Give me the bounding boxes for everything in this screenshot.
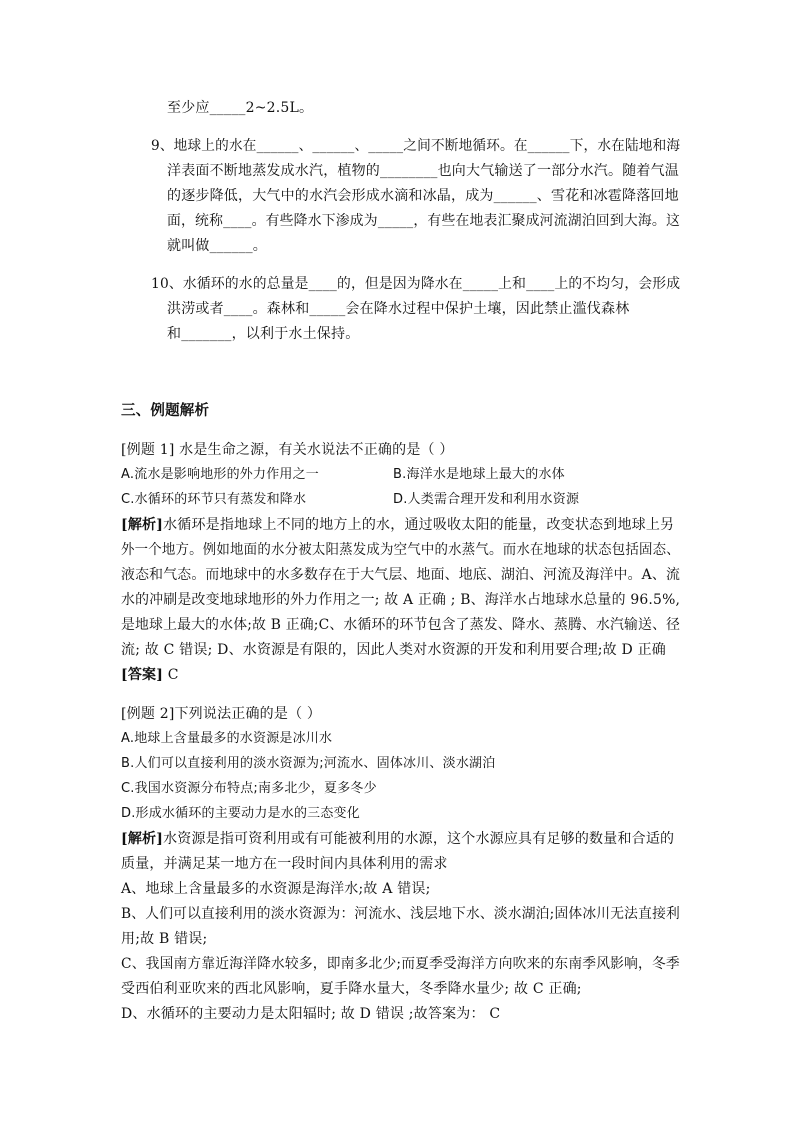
example-1-analysis-line-5: 是地球上最大的水体;故 B 正确;C、水循环的环节包含了蒸发、降水、蒸腾、水汽输送、径: [121, 617, 681, 633]
example-2-analysis-text-1: 水资源是指可资利用或有可能被利用的水源，这个水源应具有足够的数量和合适的: [163, 831, 675, 847]
example-2-analysis-line-8: D、水循环的主要动力是太阳辐时; 故 D 错误 ;故答案为： C: [121, 1006, 501, 1022]
example-1-analysis-line-2: 外一个地方。例如地面的水分被太阳蒸发成为空气中的水蒸气。而水在地球的状态包括固态、: [121, 542, 680, 558]
q9-line-2: 洋表面不断地蒸发成水汽，植物的________也向大气输送了一部分水汽。随着气温: [167, 163, 679, 179]
example-1-option-a: A.流水是影响地形的外力作用之一: [121, 467, 319, 482]
example-1-answer-tag: [答案]: [121, 667, 164, 683]
example-1-answer: C: [163, 667, 179, 683]
example-2-analysis-line-1: [121, 829, 674, 849]
example-1-analysis-line-1: [121, 515, 674, 535]
example-1-analysis-tag: [解析]: [121, 517, 164, 533]
example-1-analysis-text-1: 水循环是指地球上不同的地方上的水，通过吸收太阳的能量，改变状态到地球上另: [163, 517, 675, 533]
example-1-analysis-line-3: 液态和气态。而地球中的水多数存在于大气层、地面、地底、湖泊、河流及海洋中。A、流: [121, 567, 681, 583]
example-2-question: 下列说法正确的是（ ）: [174, 706, 322, 722]
example-1-question: 水是生命之源，有关水说法不正确的是（ ）: [174, 442, 454, 458]
example-2-analysis-line-2: 质量，并满足某一地方在一段时间内具体利用的需求: [121, 856, 448, 872]
example-1-tag: [例题 1]: [121, 442, 175, 458]
example-2-analysis-line-4: B、人们可以直接利用的淡水资源为：河流水、浅层地下水、淡水湖泊;固体冰川无法直接利: [121, 906, 680, 922]
example-1-option-b: B.海洋水是地球上最大的水体: [393, 467, 565, 482]
section-title: 三、例题解析: [121, 402, 210, 419]
q10-line-2: 洪涝或者____。森林和_____会在降水过程中保护土壤，因此禁止滥伐森林: [167, 301, 630, 317]
example-2-analysis-line-3: A、地球上含量最多的水资源是海洋水;故 A 错误;: [121, 881, 431, 897]
example-1-answer-line: [121, 665, 179, 685]
q8-tail-line: 至少应_____2~2.5L。: [167, 100, 314, 116]
example-2-option-b: B.人们可以直接利用的淡水资源为;河流水、固体冰川、淡水湖泊: [121, 756, 496, 771]
example-2-option-a: A.地球上含量最多的水资源是冰川水: [121, 731, 333, 746]
example-2-tag: [例题 2]: [121, 706, 175, 722]
q9-line-1: 9、地球上的水在______、______、_____之间不断地循环。在______下，水在陆地和海: [151, 138, 681, 154]
q10-line-1: 10、水循环的水的总量是____的，但是因为降水在_____上和____上的不均匀，会形成: [151, 276, 681, 292]
example-2-analysis-line-6: C、我国南方靠近海洋降水较多，即南多北少;而夏季受海洋方向吹来的东南季风影响，冬季: [121, 956, 680, 972]
example-2-question-line: [121, 704, 321, 724]
q9-line-5: 就叫做______。: [167, 238, 267, 254]
example-2-option-c: C.我国水资源分布特点;南多北少，夏多冬少: [121, 781, 377, 796]
example-2-option-d: D.形成水循环的主要动力是水的三态变化: [121, 806, 360, 821]
example-1-option-d: D.人类需合理开发和利用水资源: [393, 492, 580, 507]
example-1-question-line: [121, 440, 454, 460]
example-1-analysis-line-4: 水的冲刷是改变地球地形的外力作用之一; 故 A 正确 ; B、海洋水占地球水总量的 96.5%,: [121, 592, 681, 608]
example-1-option-c: C.水循环的环节只有蒸发和降水: [121, 492, 307, 507]
q9-line-3: 的逐步降低，大气中的水汽会形成水滴和冰晶，成为______、雪花和冰雹降落回地: [167, 188, 679, 204]
example-2-analysis-line-7: 受西伯利亚吹来的西北风影响，夏手降水量大，冬季降水量少; 故 C 正确;: [121, 981, 582, 997]
q10-line-3: 和_______，以利于水土保持。: [167, 326, 360, 342]
example-1-analysis-line-6: 流; 故 C 错误; D、水资源是有限的，因此人类对水资源的开发和利用要合理;故 D 正确: [121, 642, 667, 658]
example-2-analysis-tag: [解析]: [121, 831, 164, 847]
example-2-analysis-line-5: 用;故 B 错误;: [121, 931, 208, 947]
q9-line-4: 面，统称____。有些降水下渗成为_____，有些在地表汇聚成河流湖泊回到大海。这: [167, 213, 680, 229]
